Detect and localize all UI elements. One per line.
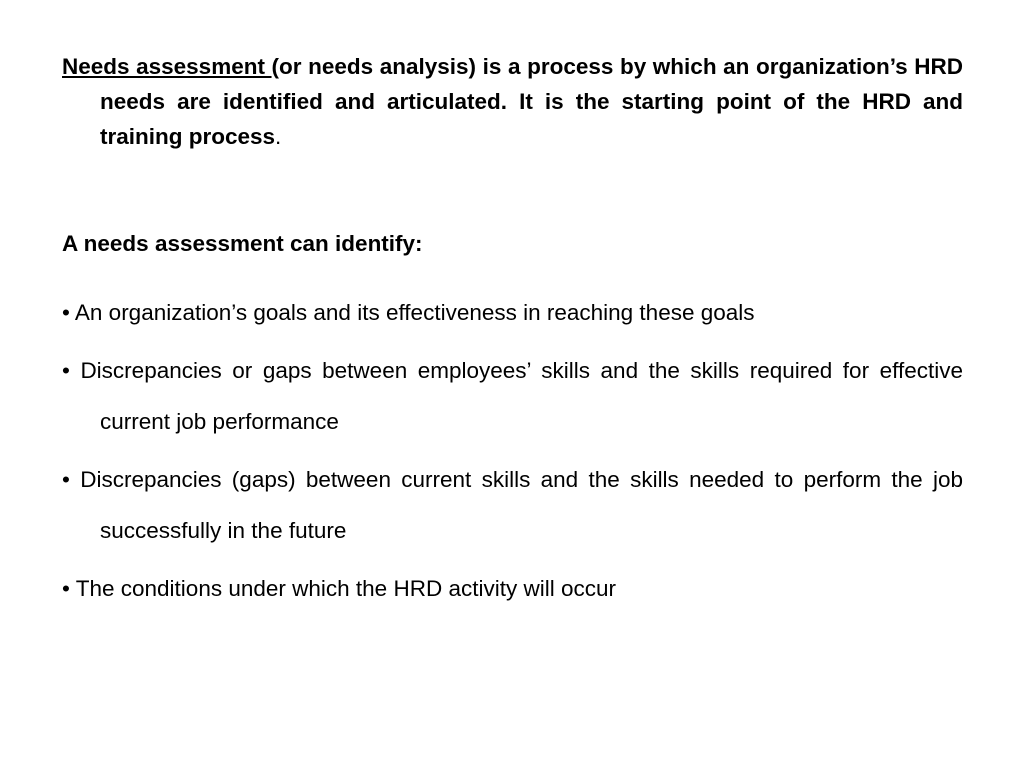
list-item <box>62 345 963 447</box>
definition-period: . <box>275 124 282 149</box>
bullet-icon: • <box>62 467 70 492</box>
bullet-icon: • <box>62 300 70 325</box>
bullet-list <box>62 287 963 621</box>
list-item <box>62 454 963 556</box>
bullet-icon: • <box>62 576 70 601</box>
list-item-text: The conditions under which the HRD activity will occur <box>75 576 616 601</box>
list-item <box>62 287 963 338</box>
bullet-icon: • <box>62 358 70 383</box>
slide-content <box>62 49 963 601</box>
definition-text: (or needs analysis) is a process by which an organization’s HRD needs are identified and articulated. It is the starting point of the HRD and training process <box>100 54 963 149</box>
lead-heading: A needs assessment can identify: <box>62 231 423 256</box>
definition-term: Needs assessment <box>62 54 272 79</box>
definition-paragraph <box>62 49 963 154</box>
list-item-text: An organization’s goals and its effectiveness in reaching these goals <box>74 300 755 325</box>
list-item-text: Discrepancies or gaps between employees’ skills and the skills required for effective current job performance <box>80 358 963 434</box>
list-item-text: Discrepancies (gaps) between current skills and the skills needed to perform the job successfully in the future <box>80 467 963 543</box>
list-item <box>62 563 963 614</box>
